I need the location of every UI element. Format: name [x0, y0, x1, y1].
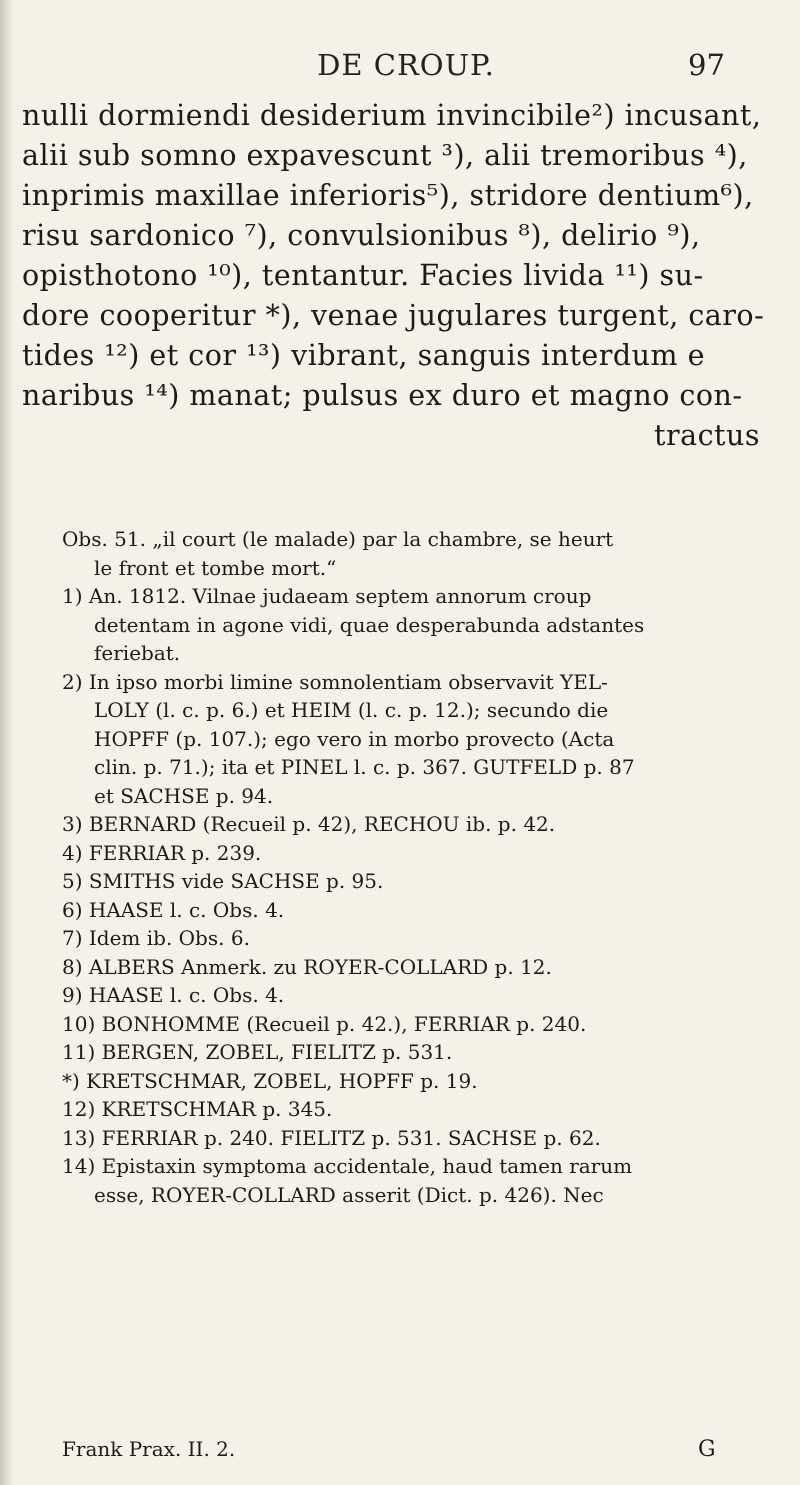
footnote-cont: clin. p. 71.); ita et PINEL l. c. p. 367. GUTFELD p. 87: [94, 755, 635, 779]
footnote: 9) HAASE l. c. Obs. 4.: [62, 983, 285, 1007]
body-line: opisthotono ¹⁰), tentantur. Facies livida ¹¹) su-: [22, 259, 704, 292]
footnote-cont: feriebat.: [94, 641, 181, 665]
footnote: 12) KRETSCHMAR p. 345.: [62, 1097, 333, 1121]
footnote-cont: et SACHSE p. 94.: [94, 783, 274, 808]
footnote: 5) SMITHS vide SACHSE p. 95.: [62, 869, 384, 893]
footnote: *) KRETSCHMAR, ZOBEL, HOPFF p. 19.: [62, 1068, 478, 1093]
footnote: 11) BERGEN, ZOBEL, FIELITZ p. 531.: [62, 1040, 453, 1064]
observation-note-cont: le front et tombe mort.“: [94, 555, 337, 580]
footnote: 2) In ipso morbi limine somnolentiam observavit YEL-: [62, 669, 608, 694]
footnote-cont: esse, ROYER-COLLARD asserit (Dict. p. 426). Nec: [94, 1182, 604, 1207]
page-header: [0, 40, 800, 92]
body-line: inprimis maxillae inferioris⁵), stridore dentium⁶),: [22, 179, 754, 212]
body-line: dore cooperitur *), venae jugulares turgent, caro-: [22, 299, 765, 332]
signature-mark: G: [698, 1437, 716, 1462]
page-binding-shadow: [0, 0, 14, 1485]
footnote-cont: HOPFF (p. 107.); ego vero in morbo provecto (Acta: [94, 726, 615, 751]
footnote: 3) BERNARD (Recueil p. 42), RECHOU ib. p. 42.: [62, 812, 556, 836]
footnote: 6) HAASE l. c. Obs. 4.: [62, 897, 285, 922]
footnote: 14) Epistaxin symptoma accidentale, haud tamen rarum: [62, 1154, 633, 1178]
main-paragraph: [22, 96, 765, 456]
footnote: 7) Idem ib. Obs. 6.: [62, 926, 250, 950]
footnote-cont: detentam in agone vidi, quae desperabunda adstantes: [94, 612, 645, 637]
footnotes: [62, 525, 774, 1209]
footnote: 8) ALBERS Anmerk. zu ROYER-COLLARD p. 12.: [62, 954, 552, 979]
footnote-cont: LOLY (l. c. p. 6.) et HEIM (l. c. p. 12.); secundo die: [94, 698, 609, 722]
running-head: DE CROUP.: [317, 48, 495, 82]
page-number: 97: [688, 48, 725, 82]
body-line: nulli dormiendi desiderium invincibile²) incusant,: [22, 99, 762, 132]
body-line: tides ¹²) et cor ¹³) vibrant, sanguis interdum e: [22, 339, 705, 372]
footnote: 4) FERRIAR p. 239.: [62, 840, 262, 865]
footnote: 1) An. 1812. Vilnae judaeam septem annorum croup: [62, 584, 592, 608]
body-line: alii sub somno expavescunt ³), alii tremoribus ⁴),: [22, 139, 748, 172]
printer-signature: Frank Prax. II. 2.: [62, 1437, 236, 1461]
footnote: 10) BONHOMME (Recueil p. 42.), FERRIAR p. 240.: [62, 1011, 587, 1036]
body-line: naribus ¹⁴) manat; pulsus ex duro et magno con-: [22, 379, 743, 412]
body-line-catchword: tractus: [654, 419, 760, 452]
footnote: 13) FERRIAR p. 240. FIELITZ p. 531. SACHSE p. 62.: [62, 1125, 601, 1150]
observation-note: Obs. 51. „il court (le malade) par la chambre, se heurt: [62, 527, 614, 551]
body-line: risu sardonico ⁷), convulsionibus ⁸), delirio ⁹),: [22, 219, 701, 252]
